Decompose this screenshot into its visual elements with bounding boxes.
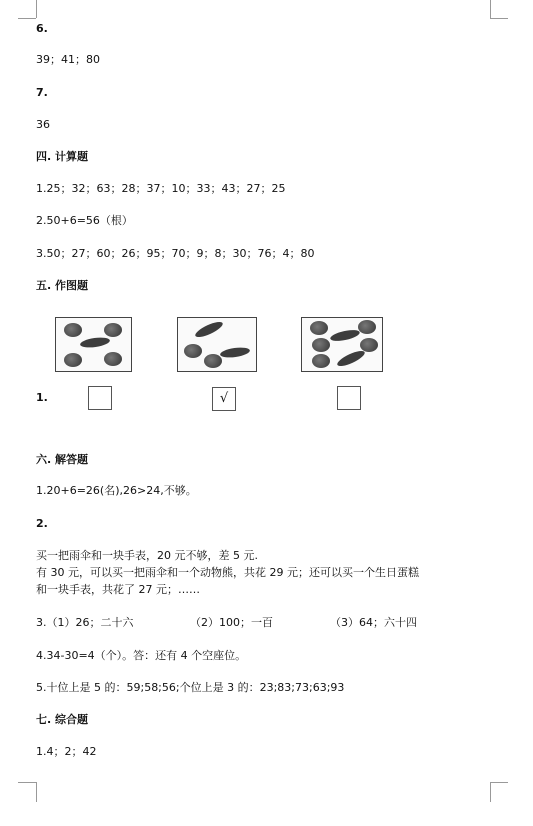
section-6-item-3-part-3: （3）64；六十四 — [330, 616, 417, 629]
section-6-item-2-line-2: 有 30 元，可以买一把雨伞和一个动物熊，共花 29 元；还可以买一个生日蛋糕 — [36, 566, 419, 579]
section-6-item-3-part-2: （2）100；一百 — [190, 616, 273, 629]
answer-checkbox-1[interactable] — [88, 386, 112, 410]
potato-icon — [310, 321, 328, 335]
crop-mark-top-left — [36, 0, 37, 18]
potato-icon — [104, 352, 122, 366]
q7-answer: 36 — [36, 118, 50, 131]
section-6-item-2-number: 2. — [36, 517, 48, 530]
crop-mark-top-right-h — [490, 18, 508, 19]
potato-icon — [184, 344, 202, 358]
sweet-potato-icon — [220, 346, 251, 359]
section-4-item-3: 3.50；27；60；26；95；70；9；8；30；76；4；80 — [36, 247, 315, 260]
section-4-item-2: 2.50+6=56（根） — [36, 214, 133, 227]
crop-mark-top-left-h — [18, 18, 36, 19]
crop-mark-bottom-right-h — [490, 782, 508, 783]
section-6-item-1: 1.20+6=26(名),26>24,不够。 — [36, 484, 197, 497]
section-6-item-4: 4.34-30=4（个）。答：还有 4 个空座位。 — [36, 649, 247, 662]
section-4-heading: 四. 计算题 — [36, 150, 89, 163]
section-7-item-1: 1.4；2；42 — [36, 745, 97, 758]
potato-icon — [358, 320, 376, 334]
q7-number: 7. — [36, 86, 48, 99]
crop-mark-bottom-right — [490, 782, 491, 802]
q6-answer: 39；41；80 — [36, 53, 100, 66]
section-6-heading: 六. 解答题 — [36, 453, 89, 466]
potato-icon — [64, 353, 82, 367]
section-6-item-2-line-1: 买一把雨伞和一块手表，20 元不够，差 5 元. — [36, 549, 258, 562]
section-6-item-5: 5.十位上是 5 的：59;58;56;个位上是 3 的：23;83;73;63;93 — [36, 681, 345, 694]
crop-mark-bottom-left-h — [18, 782, 36, 783]
section-7-heading: 七. 综合题 — [36, 713, 89, 726]
sweet-potato-icon — [336, 348, 367, 369]
potato-icon — [64, 323, 82, 337]
potato-icon — [312, 354, 330, 368]
sweet-potato-icon — [80, 336, 111, 349]
picture-frame-2 — [177, 317, 257, 372]
sweet-potato-icon — [329, 328, 360, 343]
potato-icon — [104, 323, 122, 337]
section-4-item-1: 1.25；32；63；28；37；10；33；43；27；25 — [36, 182, 286, 195]
sweet-potato-icon — [194, 319, 225, 340]
potato-icon — [204, 354, 222, 368]
picture-frame-3 — [301, 317, 383, 372]
q6-number: 6. — [36, 22, 48, 35]
crop-mark-bottom-left — [36, 782, 37, 802]
section-6-item-3-part-1: 3.（1）26；二十六 — [36, 616, 134, 629]
section-6-item-2-line-3: 和一块手表，共花了 27 元；…… — [36, 583, 200, 596]
potato-icon — [312, 338, 330, 352]
section-5-heading: 五. 作图题 — [36, 279, 89, 292]
section-5-item-1-number: 1. — [36, 391, 48, 404]
picture-frame-1 — [55, 317, 132, 372]
answer-checkbox-2[interactable]: √ — [212, 387, 236, 411]
answer-checkbox-3[interactable] — [337, 386, 361, 410]
crop-mark-top-right — [490, 0, 491, 18]
